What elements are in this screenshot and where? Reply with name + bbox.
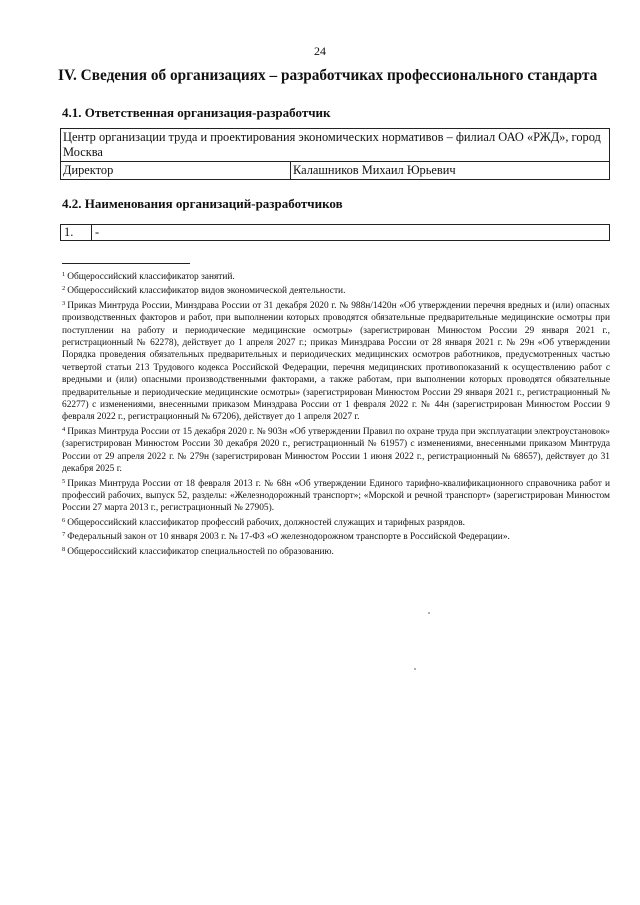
footnote-mark: 1 <box>62 271 66 278</box>
person-name-cell: Калашников Михаил Юрьевич <box>291 162 610 180</box>
page-number: 24 <box>314 44 326 58</box>
footnote <box>62 424 610 476</box>
footnotes <box>62 269 610 558</box>
footnote-mark: 8 <box>62 545 66 553</box>
table-row <box>61 225 610 241</box>
footnote-mark: 5 <box>62 477 66 485</box>
scan-speck <box>414 668 416 670</box>
position-cell: Директор <box>61 162 291 180</box>
footnote-text: Приказ Минтруда России, Минздрава России от 31 декабря 2020 г. № 988н/1420н «Об утверждении перечня вредных и (или) опасных производственных факторов и работ, при выполнении которых проводятся обязательные предварительные медицинские осмотры при поступлении на работу и периодические медицинские осмотры» (зарегистрирован Минюстом России 29 января 2021 г., регистрационный № 62278), действует до 1 апреля 2027 г.; приказ Минздрава России от 28 января 2021 г. № 29н «Об утверждении Порядка проведения обязательных предварительных и периодических медицинских осмотров работников, предусмотренных частью четвертой статьи 213 Трудового кодекса Российской Федерации, перечня медицинских противопоказаний к осуществлению работ с вредными и (или) опасными производственными факторами, а также работам, при выполнении которых проводятся обязательные предварительные и периодические медицинские осмотры» (зарегистрирован Минюстом России 29 января 2021 г., регистрационный № 62277) с изменениями, внесенными приказом Минздрава России от 1 февраля 2022 г. № 44н (зарегистрирован Минюстом России 9 февраля 2022 г., регистрационный № 67206), действует до 1 апреля 2027 г. <box>62 300 610 423</box>
footnote-mark: 3 <box>62 299 66 307</box>
footnote-text: Приказ Минтруда России от 15 декабря 2020 г. № 903н «Об утверждении Правил по охране труда при эксплуатации электроустановок» (зарегистрирован Минюстом России 30 декабря 2020 г., регистрационный № 61957) с изменениями, внесенными приказом Минтруда России от 29 апреля 2022 г. № 279н (зарегистрирован Минюстом России 1 июня 2022 г., регистрационный № 68657), действует до 31 декабря 2025 г. <box>62 426 610 475</box>
organization-name-cell: Центр организации труда и проектирования экономических нормативов – филиал ОАО «РЖД», город Москва <box>61 129 610 162</box>
subsection-title-responsible-org: 4.1. Ответственная организация-разработчик <box>62 105 331 120</box>
section-title: IV. Сведения об организациях – разработчиках профессионального стандарта <box>58 67 598 84</box>
footnote-text: Общероссийский классификатор специальностей по образованию. <box>67 546 334 557</box>
row-number-cell: 1. <box>61 225 92 241</box>
responsible-org-table <box>60 128 610 180</box>
developer-orgs-table <box>60 224 610 241</box>
footnote <box>62 298 610 424</box>
footnote-mark: 7 <box>62 531 66 539</box>
table-row <box>61 162 610 180</box>
scan-speck <box>428 612 430 614</box>
footnote-mark: 4 <box>62 425 66 433</box>
footnote <box>62 544 610 558</box>
footnote-mark: 6 <box>62 516 66 524</box>
footnote <box>62 283 610 297</box>
footnote-text: Общероссийский классификатор профессий рабочих, должностей служащих и тарифных разрядов. <box>67 517 465 528</box>
footnote-text: Федеральный закон от 10 января 2003 г. № 17-ФЗ «О железнодорожном транспорте в Российской Федерации». <box>67 532 510 543</box>
footnote <box>62 269 610 283</box>
footnote <box>62 515 610 529</box>
subsection-title-developer-orgs: 4.2. Наименования организаций-разработчиков <box>62 196 343 211</box>
footnote-separator <box>62 263 190 264</box>
footnote-text: Общероссийский классификатор занятий. <box>67 272 235 282</box>
org-name-cell: - <box>92 225 610 241</box>
footnote <box>62 529 610 543</box>
table-row <box>61 129 610 162</box>
footnote-text: Общероссийский классификатор видов экономической деятельности. <box>67 286 346 297</box>
footnote-text: Приказ Минтруда России от 18 февраля 2013 г. № 68н «Об утверждении Единого тарифно-квалификационного справочника работ и профессий рабочих, выпуск 52, разделы: «Железнодорожный транспорт»; «Морской и речной транспорт» (зарегистрирован Минюстом России 27 марта 2013 г., регистрационный № 27905). <box>62 478 610 514</box>
footnote-mark: 2 <box>62 285 66 293</box>
footnote <box>62 476 610 515</box>
